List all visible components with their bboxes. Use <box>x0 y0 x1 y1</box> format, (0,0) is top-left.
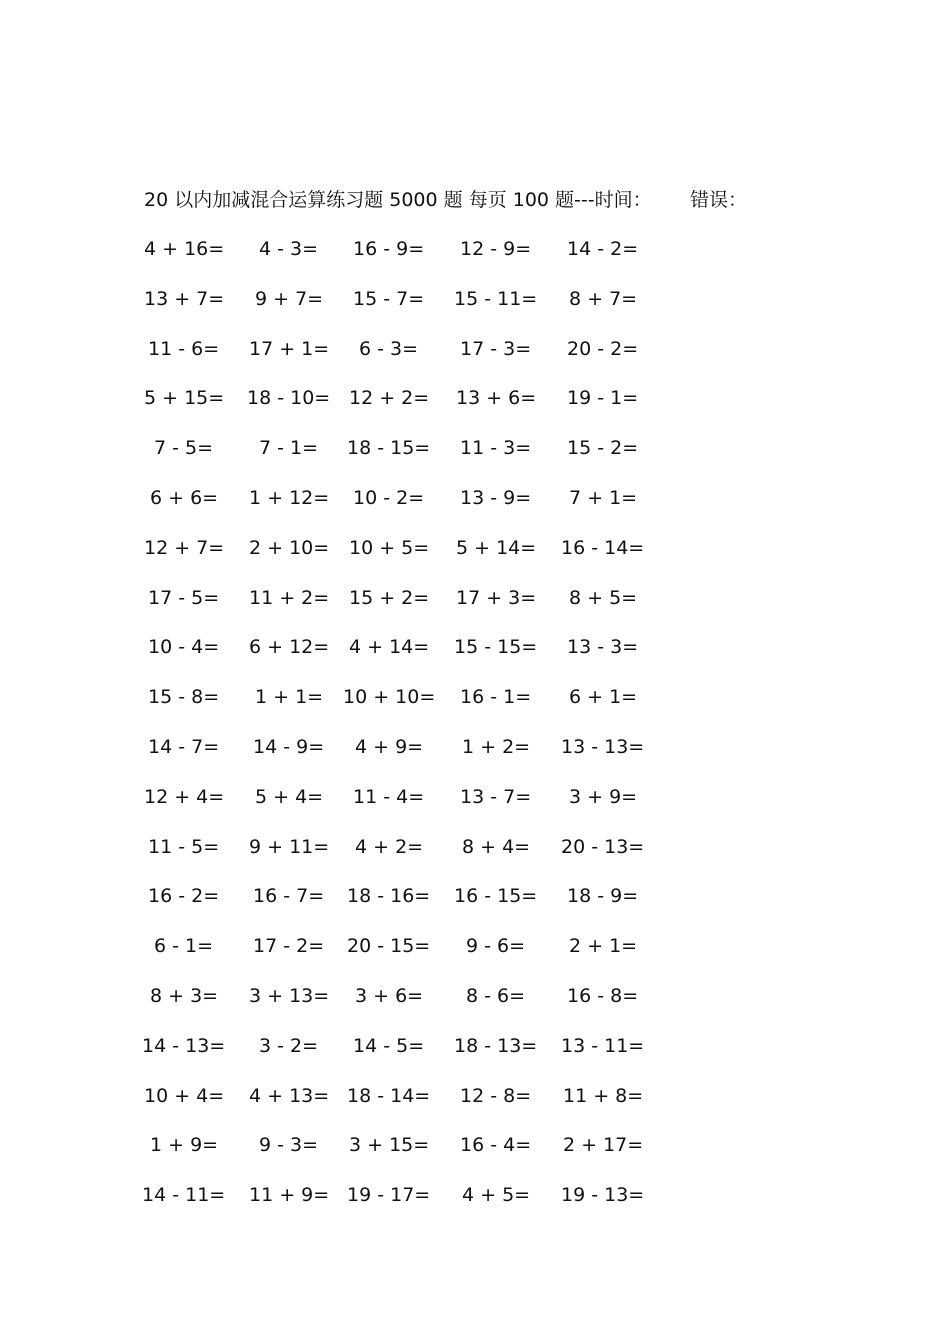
problem-row <box>0 1131 950 1161</box>
problem-row <box>0 335 950 365</box>
problem-item: 4 - 3= <box>259 238 319 260</box>
problem-item: 8 + 5= <box>569 586 638 609</box>
problem-item: 9 - 6= <box>466 935 526 958</box>
problem-item: 1 + 9= <box>150 1134 219 1157</box>
problem-item: 20 - 2= <box>567 337 639 360</box>
problem-item: 6 + 12= <box>249 636 330 659</box>
problem-item: 7 + 1= <box>569 487 638 509</box>
problem-item: 14 - 9= <box>253 736 325 758</box>
problem-item: 17 - 5= <box>148 586 220 609</box>
problem-item: 11 + 2= <box>249 586 330 609</box>
problem-item: 4 + 16= <box>144 238 225 260</box>
problem-row <box>0 633 950 663</box>
problem-item: 17 - 2= <box>253 935 325 958</box>
problem-item: 10 - 2= <box>353 487 425 509</box>
problem-item: 11 - 5= <box>148 835 220 858</box>
problem-item: 18 - 15= <box>347 437 431 460</box>
problem-item: 8 - 6= <box>466 985 526 1007</box>
problem-item: 5 + 15= <box>144 387 225 410</box>
problem-item: 6 - 1= <box>154 935 214 958</box>
problem-item: 9 + 11= <box>249 835 330 858</box>
problem-item: 16 - 15= <box>454 885 538 908</box>
problem-row <box>0 733 950 763</box>
problem-item: 13 - 3= <box>567 636 639 659</box>
problem-row <box>0 683 950 713</box>
problem-item: 4 + 5= <box>462 1184 531 1207</box>
problem-item: 15 - 8= <box>148 686 220 709</box>
problem-item: 7 - 5= <box>154 437 214 460</box>
problem-item: 9 + 7= <box>255 287 324 310</box>
problem-item: 16 - 2= <box>148 885 220 908</box>
problem-item: 13 - 11= <box>561 1034 645 1057</box>
problem-item: 15 - 2= <box>567 437 639 460</box>
problem-row <box>0 534 950 564</box>
problem-item: 19 - 13= <box>561 1184 645 1207</box>
problem-item: 19 - 17= <box>347 1184 431 1207</box>
problem-item: 12 - 8= <box>460 1084 532 1107</box>
problem-item: 12 + 2= <box>349 387 430 410</box>
problem-item: 3 - 2= <box>259 1034 319 1057</box>
problem-item: 16 - 14= <box>561 536 645 559</box>
problem-item: 18 - 13= <box>454 1034 538 1057</box>
problem-item: 14 - 7= <box>148 736 220 758</box>
problem-item: 18 - 14= <box>347 1084 431 1107</box>
problem-item: 4 + 2= <box>355 835 424 858</box>
problem-item: 6 + 1= <box>569 686 638 709</box>
error-label: 错误： <box>690 189 748 211</box>
problem-item: 11 + 9= <box>249 1184 330 1207</box>
problem-item: 10 + 5= <box>349 536 430 559</box>
problem-item: 13 - 13= <box>561 736 645 758</box>
problem-item: 17 + 3= <box>456 586 537 609</box>
problem-row <box>0 1181 950 1211</box>
problem-row <box>0 982 950 1012</box>
problem-item: 16 - 7= <box>253 885 325 908</box>
problem-item: 2 + 1= <box>569 935 638 958</box>
problem-item: 11 - 4= <box>353 785 425 808</box>
problem-item: 17 + 1= <box>249 337 330 360</box>
problem-item: 14 - 13= <box>142 1034 226 1057</box>
problem-row <box>0 285 950 315</box>
problem-item: 15 + 2= <box>349 586 430 609</box>
problem-item: 18 - 10= <box>247 387 331 410</box>
problem-item: 16 - 9= <box>353 238 425 260</box>
problem-item: 17 - 3= <box>460 337 532 360</box>
problem-row <box>0 1082 950 1112</box>
problem-item: 10 - 4= <box>148 636 220 659</box>
problem-item: 7 - 1= <box>259 437 319 460</box>
problem-item: 16 - 4= <box>460 1134 532 1157</box>
problem-row <box>0 484 950 514</box>
problem-item: 15 - 7= <box>353 287 425 310</box>
problem-item: 1 + 1= <box>255 686 324 709</box>
problem-item: 11 - 3= <box>460 437 532 460</box>
problem-item: 3 + 6= <box>355 985 424 1007</box>
problem-item: 18 - 9= <box>567 885 639 908</box>
problem-item: 5 + 14= <box>456 536 537 559</box>
problem-item: 20 - 13= <box>561 835 645 858</box>
problem-item: 5 + 4= <box>255 785 324 808</box>
problem-item: 8 + 4= <box>462 835 531 858</box>
problem-item: 6 + 6= <box>150 487 219 509</box>
problem-row <box>0 384 950 414</box>
problem-item: 12 + 7= <box>144 536 225 559</box>
problem-row <box>0 932 950 962</box>
problem-item: 13 - 7= <box>460 785 532 808</box>
problem-item: 2 + 17= <box>563 1134 644 1157</box>
problem-item: 13 - 9= <box>460 487 532 509</box>
problem-item: 14 - 5= <box>353 1034 425 1057</box>
problem-item: 16 - 1= <box>460 686 532 709</box>
problem-item: 2 + 10= <box>249 536 330 559</box>
problem-item: 18 - 16= <box>347 885 431 908</box>
problem-item: 13 + 6= <box>456 387 537 410</box>
problem-item: 3 + 9= <box>569 785 638 808</box>
problem-item: 14 - 2= <box>567 238 639 260</box>
problem-item: 13 + 7= <box>144 287 225 310</box>
problem-row <box>0 235 950 265</box>
problem-item: 14 - 11= <box>142 1184 226 1207</box>
problem-item: 4 + 9= <box>355 736 424 758</box>
problem-item: 16 - 8= <box>567 985 639 1007</box>
problem-row <box>0 882 950 912</box>
page-title: 20 以内加减混合运算练习题 5000 题 每页 100 题---时间： <box>144 189 652 211</box>
problem-item: 9 - 3= <box>259 1134 319 1157</box>
problem-row <box>0 833 950 863</box>
problem-item: 15 - 11= <box>454 287 538 310</box>
problem-item: 4 + 14= <box>349 636 430 659</box>
problem-item: 4 + 13= <box>249 1084 330 1107</box>
problem-item: 3 + 13= <box>249 985 330 1007</box>
problem-item: 1 + 2= <box>462 736 531 758</box>
problem-item: 19 - 1= <box>567 387 639 410</box>
problem-item: 11 + 8= <box>563 1084 644 1107</box>
problem-item: 3 + 15= <box>349 1134 430 1157</box>
problem-row <box>0 434 950 464</box>
problem-item: 6 - 3= <box>359 337 419 360</box>
problem-row <box>0 783 950 813</box>
problem-item: 20 - 15= <box>347 935 431 958</box>
problem-item: 10 + 10= <box>343 686 436 709</box>
problem-row <box>0 1032 950 1062</box>
problem-item: 10 + 4= <box>144 1084 225 1107</box>
problem-item: 8 + 3= <box>150 985 219 1007</box>
problem-item: 11 - 6= <box>148 337 220 360</box>
problem-item: 12 + 4= <box>144 785 225 808</box>
problem-row <box>0 584 950 614</box>
problem-item: 12 - 9= <box>460 238 532 260</box>
problem-item: 15 - 15= <box>454 636 538 659</box>
problem-item: 1 + 12= <box>249 487 330 509</box>
problem-item: 8 + 7= <box>569 287 638 310</box>
